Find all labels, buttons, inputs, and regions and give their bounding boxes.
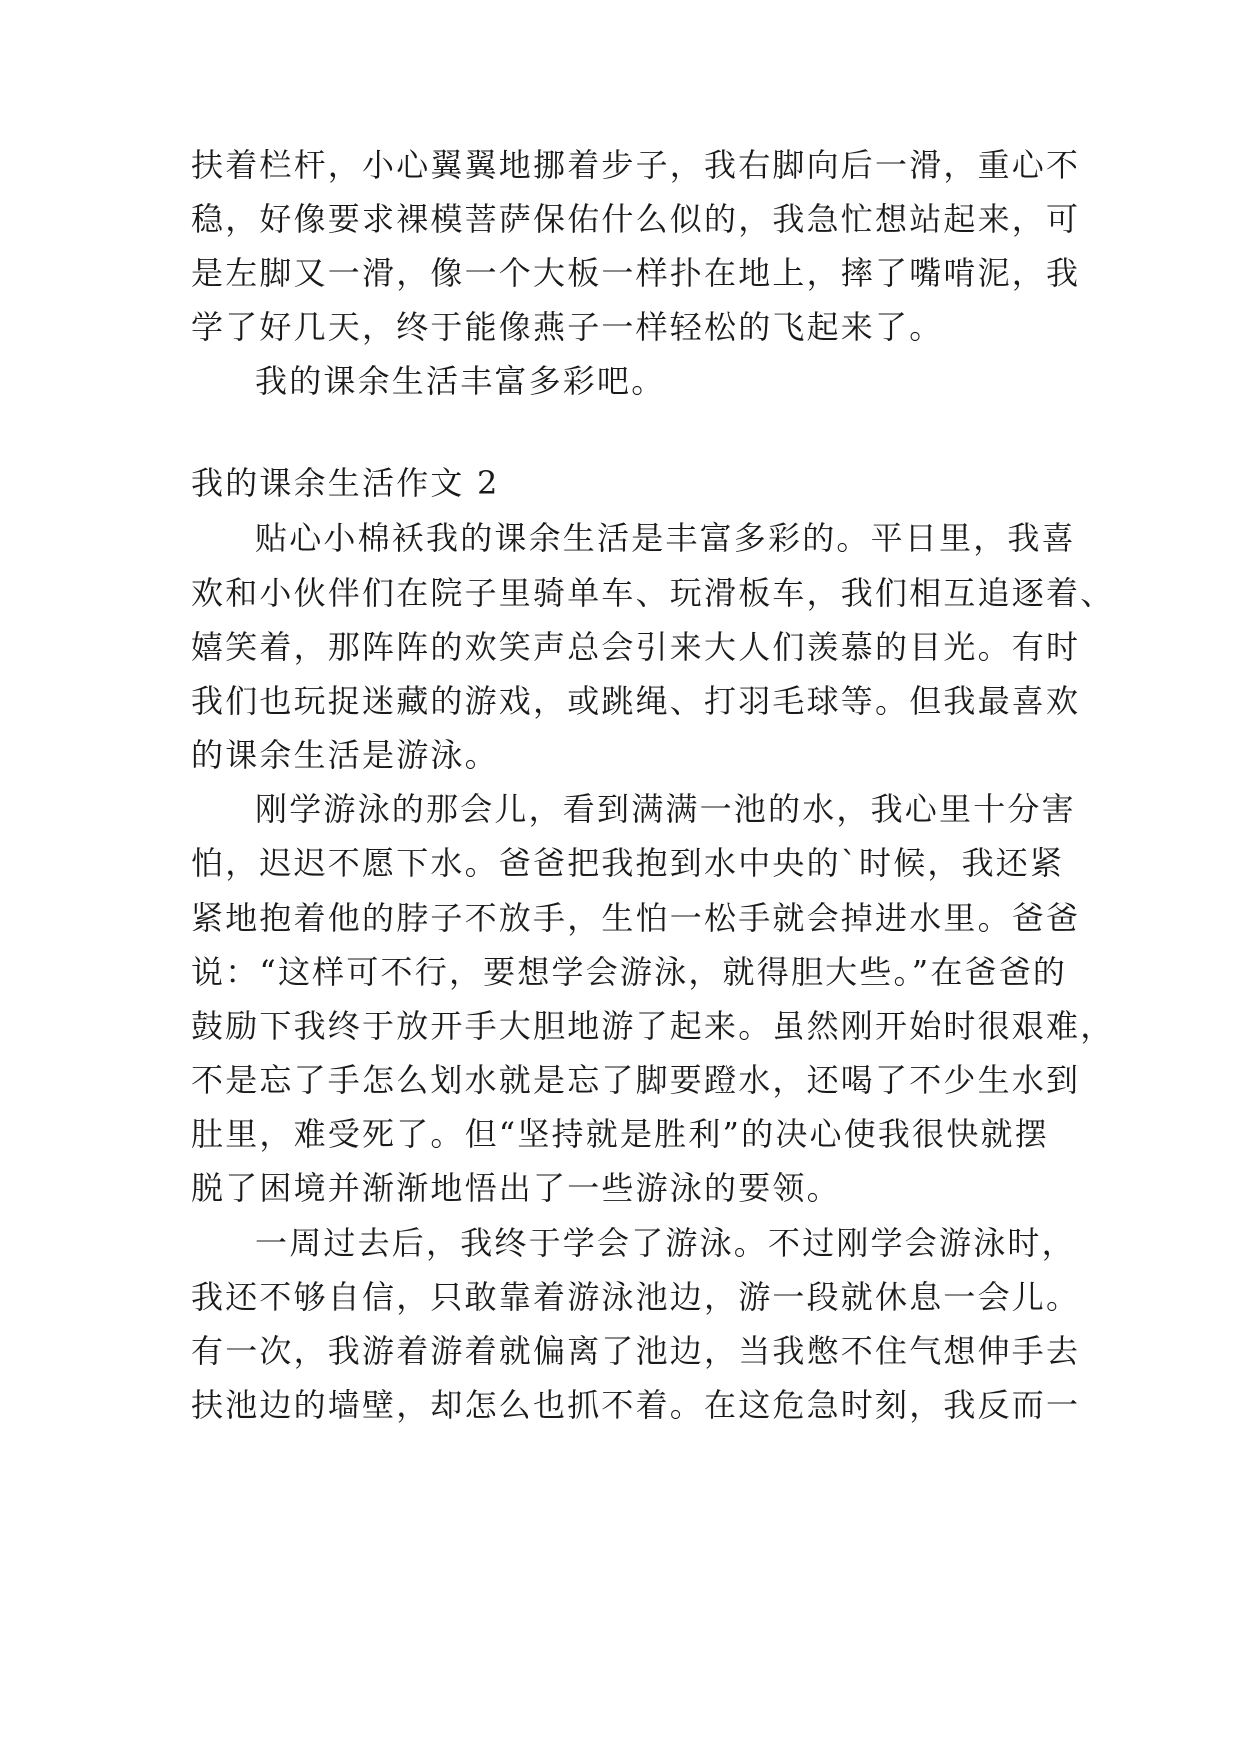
body-line: 扶池边的墙壁，却怎么也抓不着。在这危急时刻，我反而一 [191, 1386, 1081, 1424]
body-line: 嬉笑着，那阵阵的欢笑声总会引来大人们羡慕的目光。有时 [191, 628, 1081, 666]
body-line: 的课余生活是游泳。 [191, 736, 499, 774]
essay-title: 我的课余生活作文 2 [191, 464, 500, 502]
body-line: 紧地抱着他的脖子不放手，生怕一松手就会掉进水里。爸爸 [191, 899, 1081, 937]
body-line: 脱了困境并渐渐地悟出了一些游泳的要领。 [191, 1169, 841, 1207]
body-line: 我们也玩捉迷藏的游戏，或跳绳、打羽毛球等。但我最喜欢 [191, 682, 1081, 720]
body-line: 不是忘了手怎么划水就是忘了脚要蹬水，还喝了不少生水到 [191, 1061, 1081, 1099]
body-line: 是左脚又一滑，像一个大板一样扑在地上，摔了嘴啃泥，我 [191, 254, 1081, 292]
body-line: 一周过去后，我终于学会了游泳。不过刚学会游泳时， [255, 1224, 1076, 1262]
body-line: 肚里，难受死了。但“坚持就是胜利”的决心使我很快就摆 [191, 1115, 1049, 1153]
body-line: 鼓励下我终于放开手大胆地游了起来。虽然刚开始时很艰难， [191, 1007, 1115, 1045]
body-line: 有一次，我游着游着就偏离了池边，当我憋不住气想伸手去 [191, 1332, 1081, 1370]
body-line: 学了好几天，终于能像燕子一样轻松的飞起来了。 [191, 308, 944, 346]
body-line: 怕，迟迟不愿下水。爸爸把我抱到水中央的`时候，我还紧 [191, 844, 1065, 882]
body-line: 刚学游泳的那会儿，看到满满一池的水，我心里十分害 [255, 790, 1076, 828]
body-line: 扶着栏杆，小心翼翼地挪着步子，我右脚向后一滑，重心不 [191, 146, 1081, 184]
body-line: 稳，好像要求裸模菩萨保佑什么似的，我急忙想站起来，可 [191, 200, 1081, 238]
body-line: 欢和小伙伴们在院子里骑单车、玩滑板车，我们相互追逐着、 [191, 574, 1115, 612]
body-line: 我还不够自信，只敢靠着游泳池边，游一段就休息一会儿。 [191, 1278, 1081, 1316]
body-line: 说：“这样可不行，要想学会游泳，就得胆大些。”在爸爸的 [191, 953, 1068, 991]
body-line: 贴心小棉袄我的课余生活是丰富多彩的。平日里，我喜 [255, 519, 1076, 557]
closing-line: 我的课余生活丰富多彩吧。 [255, 362, 666, 400]
